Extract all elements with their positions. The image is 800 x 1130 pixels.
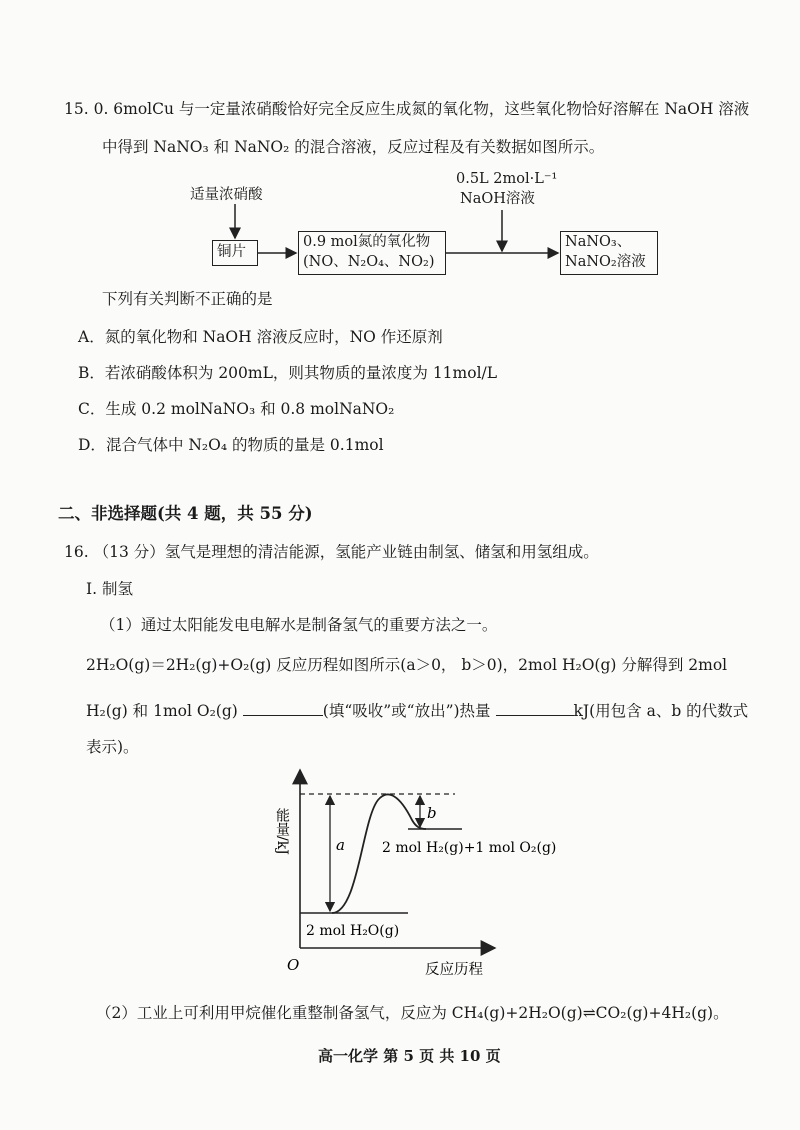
x-axis-label: 反应历程 (425, 962, 483, 978)
q16-sub1: （1）通过太阳能发电电解水是制备氢气的重要方法之一。 (100, 616, 498, 634)
option-d-text: 混合气体中 N₂O₄ 的物质的量是 0.1mol (105, 436, 384, 454)
flow-oxide-line1: 0.9 mol氮的氧化物 (303, 234, 431, 250)
answer-blank-1[interactable] (243, 699, 323, 716)
option-d-label: D． (78, 436, 106, 454)
flow-product-line1: NaNO₃、 (565, 234, 632, 250)
q16-eq-line-c: 表示)。 (86, 738, 139, 756)
eq-line-b-part3: kJ(用包含 a、b 的代数式 (573, 702, 749, 720)
q15-stem-line1: 15. 0. 6molCu 与一定量浓硝酸恰好完全反应生成氮的氧化物，这些氧化物恰好溶解在 NaOH 溶液 (64, 100, 750, 118)
eq-line-b-part2: (填“吸收”或“放出”)热量 (322, 702, 491, 720)
q16-part1-title: I. 制氢 (86, 580, 133, 598)
q16-intro: 16. （13 分）氢气是理想的清洁能源，氢能产业链由制氢、储氢和用氢组成。 (64, 543, 599, 561)
option-c-text: 生成 0.2 molNaNO₃ 和 0.8 molNaNO₂ (105, 400, 395, 418)
flow-arrows (0, 0, 800, 300)
option-a-text: 氮的氧化物和 NaOH 溶液反应时，NO 作还原剂 (104, 328, 443, 346)
option-c-label: C． (78, 400, 106, 418)
q16-sub2: （2）工业上可利用甲烷催化重整制备氢气，反应为 CH₄(g)+2H₂O(g)⇌CO₂(g)+4H₂(g)。 (96, 1004, 729, 1022)
option-a-label: A． (78, 328, 105, 346)
flow-reagent-label: 适量浓硝酸 (190, 187, 263, 203)
q16-eq-line-a: 2H₂O(g)＝2H₂(g)+O₂(g) 反应历程如图所示(a＞0， b＞0)，2mol H₂O(g) 分解得到 2mol (86, 656, 728, 674)
q15-option-b (78, 362, 497, 384)
answer-blank-2[interactable] (496, 699, 574, 716)
label-a: a (336, 836, 345, 854)
y-axis-label: 能量/kJ (274, 808, 290, 855)
option-b-text: 若浓硝酸体积为 200mL，则其物质的量浓度为 11mol/L (104, 364, 498, 382)
flow-oxide-line2: (NO、N₂O₄、NO₂) (303, 254, 435, 270)
product-label: 2 mol H₂(g)+1 mol O₂(g) (382, 840, 557, 856)
reactant-label: 2 mol H₂O(g) (306, 923, 400, 939)
q15-option-a (78, 326, 443, 348)
flow-copper-label: 铜片 (217, 244, 246, 260)
page-footer: 高一化学 第 5 页 共 10 页 (318, 1047, 501, 1065)
origin-label: O (287, 956, 300, 974)
label-b: b (427, 804, 437, 822)
q15-stem-line2: 中得到 NaNO₃ 和 NaNO₂ 的混合溶液，反应过程及有关数据如图所示。 (102, 138, 605, 156)
q16-eq-line-b (86, 699, 748, 722)
flow-naoh-line2: NaOH溶液 (460, 191, 535, 207)
flow-naoh-line1: 0.5L 2mol·L⁻¹ (456, 171, 558, 187)
energy-diagram (270, 760, 557, 985)
q15-question: 下列有关判断不正确的是 (102, 290, 273, 308)
section2-title: 二、非选择题(共 4 题，共 55 分) (58, 504, 313, 523)
flow-product-line2: NaNO₂溶液 (565, 254, 646, 270)
q15-option-d (78, 434, 384, 456)
q15-option-c (78, 398, 394, 420)
eq-line-b-part1: H₂(g) 和 1mol O₂(g) (86, 702, 238, 720)
option-b-label: B． (78, 364, 105, 382)
